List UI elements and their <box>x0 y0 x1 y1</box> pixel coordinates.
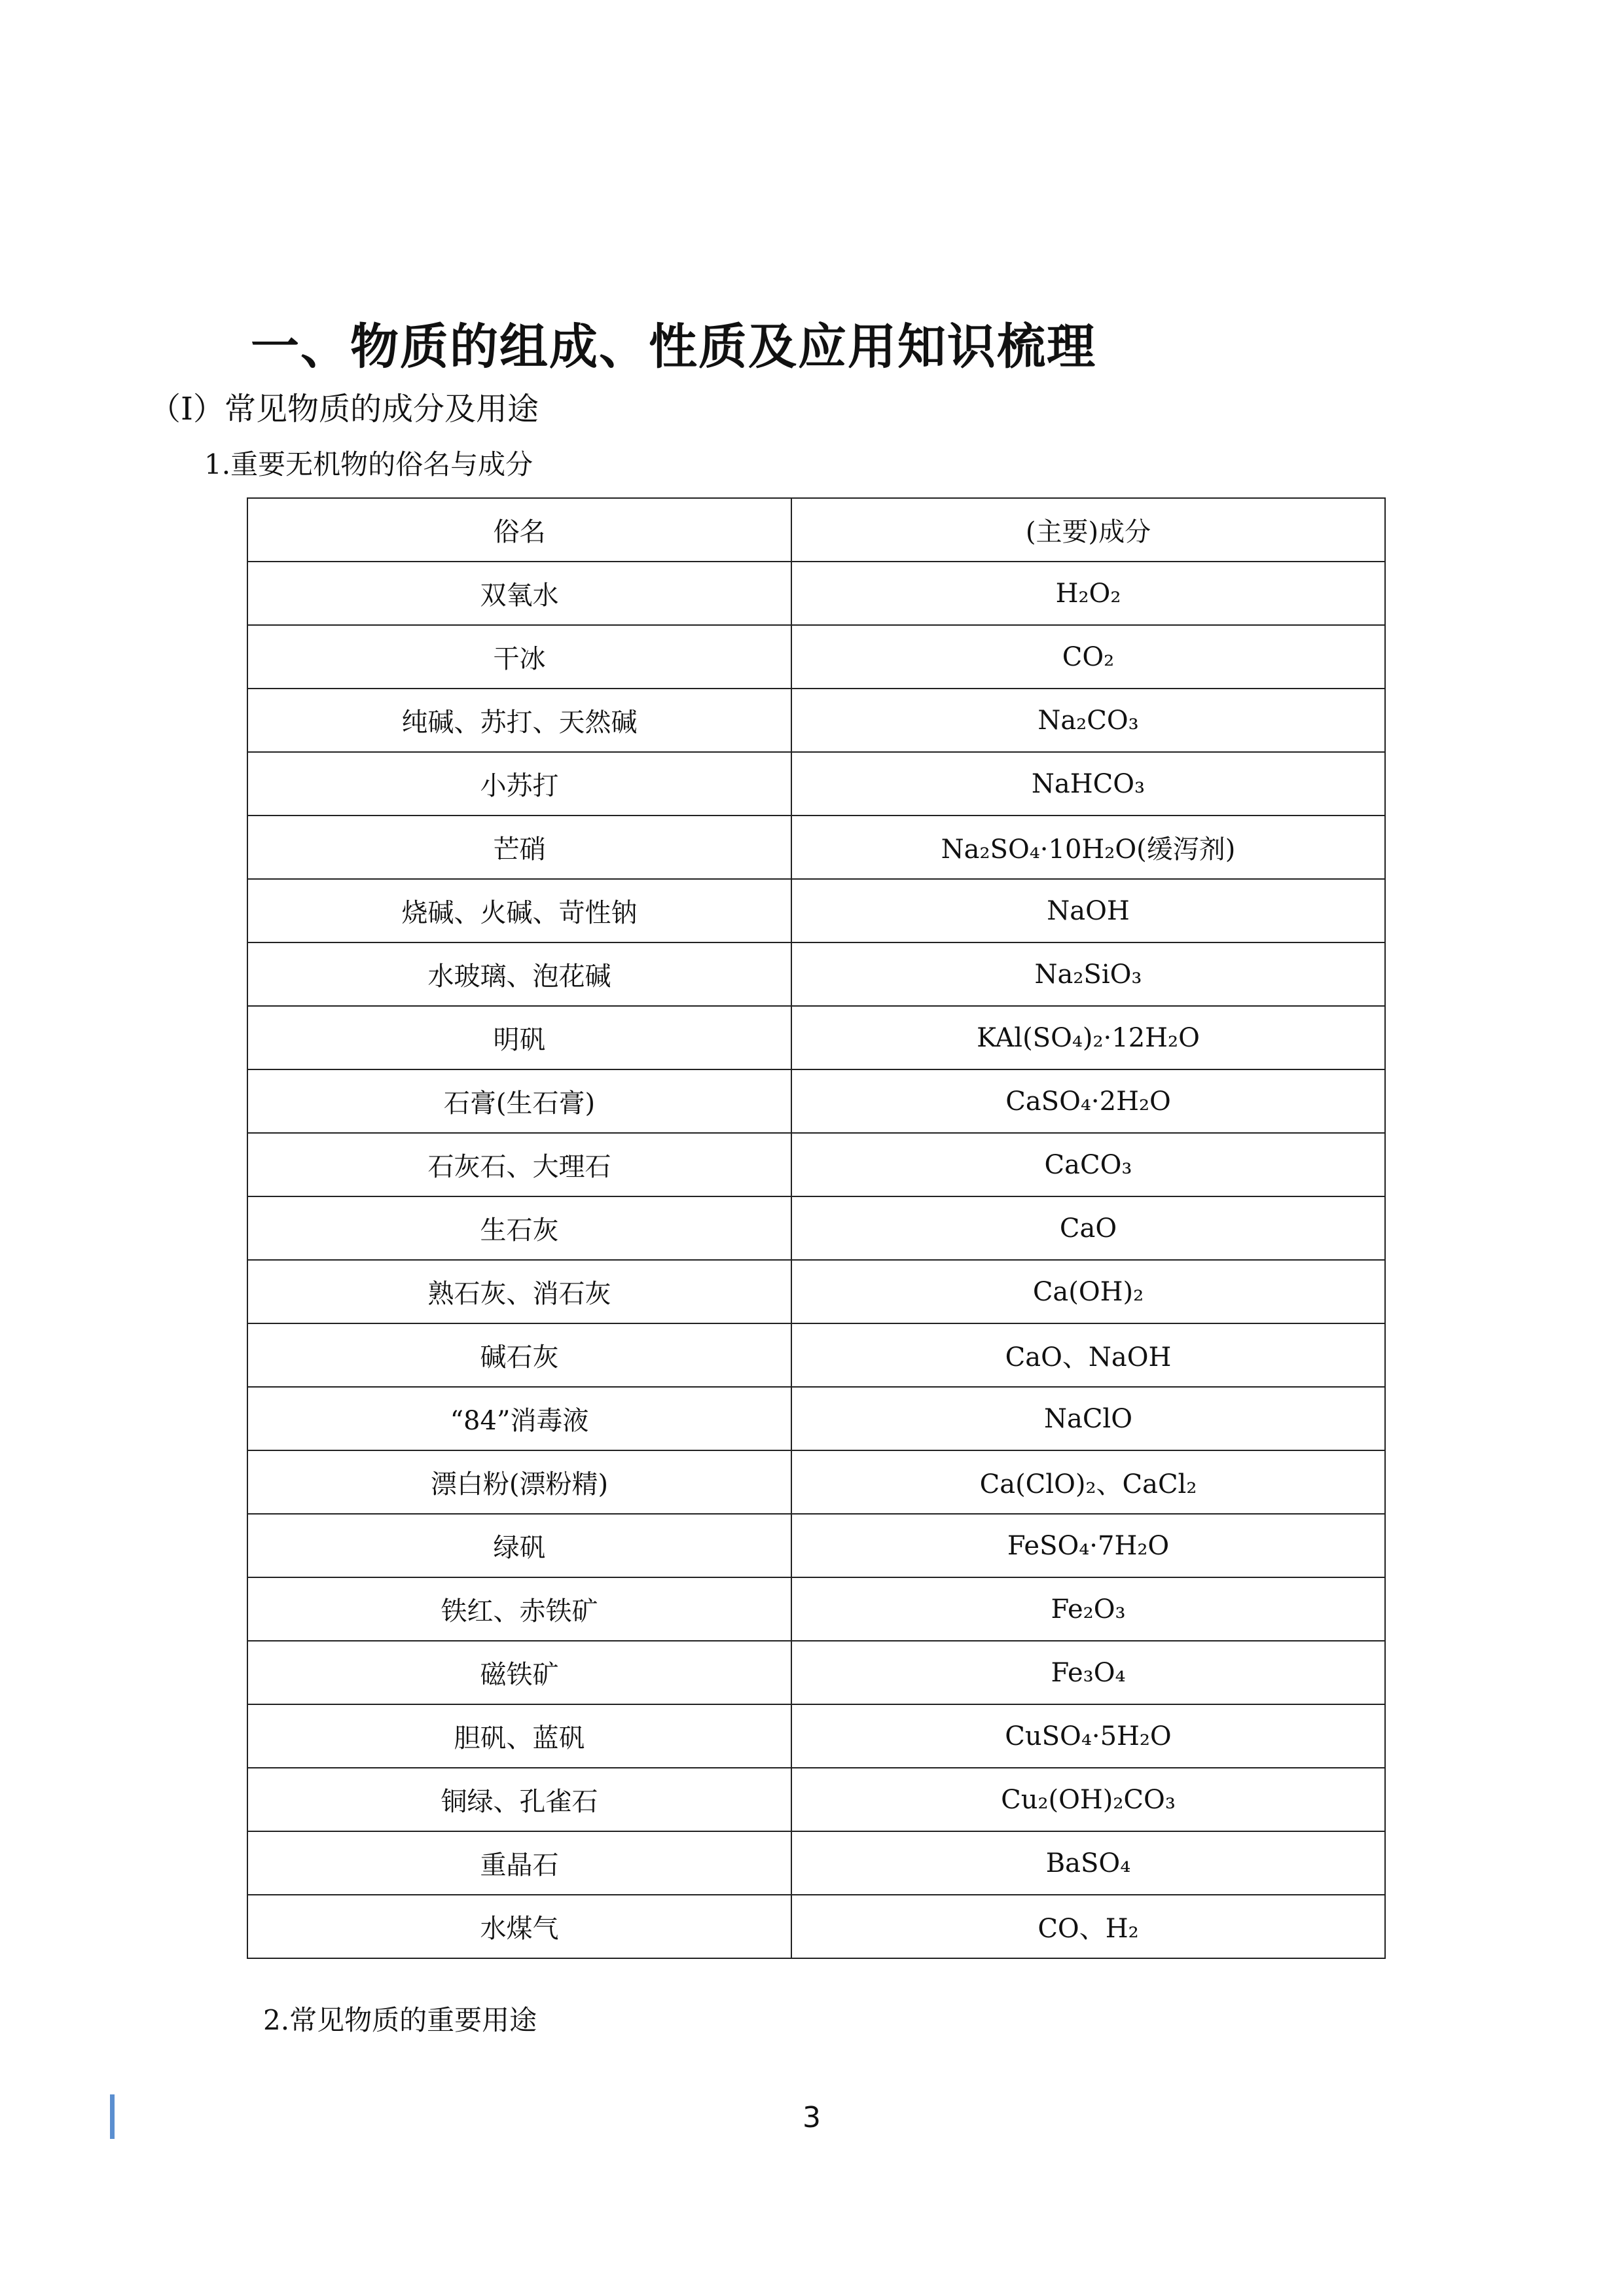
table-row <box>247 1387 1385 1450</box>
table-row <box>247 1069 1385 1133</box>
table-row <box>247 1704 1385 1768</box>
column-header-composition: (主要)成分 <box>791 498 1385 562</box>
composition-cell: CaO、NaOH <box>791 1323 1385 1387</box>
table-row <box>247 1641 1385 1704</box>
composition-cell: NaClO <box>791 1387 1385 1450</box>
composition-cell: BaSO₄ <box>791 1831 1385 1895</box>
table-header-row <box>247 498 1385 562</box>
table-row <box>247 942 1385 1006</box>
composition-cell: CaCO₃ <box>791 1133 1385 1196</box>
common-name-cell: 磁铁矿 <box>247 1641 791 1704</box>
table-row <box>247 1006 1385 1069</box>
composition-cell: CaSO₄·2H₂O <box>791 1069 1385 1133</box>
composition-cell: CuSO₄·5H₂O <box>791 1704 1385 1768</box>
table-row <box>247 1768 1385 1831</box>
common-name-cell: 熟石灰、消石灰 <box>247 1260 791 1323</box>
common-name-cell: 纯碱、苏打、天然碱 <box>247 689 791 752</box>
table-row <box>247 1577 1385 1641</box>
common-name-cell: “84”消毒液 <box>247 1387 791 1450</box>
common-name-cell: 双氧水 <box>247 562 791 625</box>
common-name-cell: 烧碱、火碱、苛性钠 <box>247 879 791 942</box>
composition-cell: FeSO₄·7H₂O <box>791 1514 1385 1577</box>
common-name-cell: 生石灰 <box>247 1196 791 1260</box>
common-name-cell: 铜绿、孔雀石 <box>247 1768 791 1831</box>
margin-marker <box>110 2094 115 2139</box>
composition-cell: NaHCO₃ <box>791 752 1385 816</box>
composition-cell: Na₂CO₃ <box>791 689 1385 752</box>
common-name-cell: 水玻璃、泡花碱 <box>247 942 791 1006</box>
composition-cell: CaO <box>791 1196 1385 1260</box>
table-row <box>247 1323 1385 1387</box>
table-row <box>247 1895 1385 1958</box>
table-row <box>247 1196 1385 1260</box>
common-name-cell: 干冰 <box>247 625 791 689</box>
section-heading: （Ⅰ）常见物质的成分及用途 <box>149 391 539 427</box>
common-name-cell: 小苏打 <box>247 752 791 816</box>
composition-cell: NaOH <box>791 879 1385 942</box>
table-row <box>247 689 1385 752</box>
composition-cell: Na₂SO₄·10H₂O(缓泻剂) <box>791 816 1385 879</box>
composition-cell: Ca(ClO)₂、CaCl₂ <box>791 1450 1385 1514</box>
table-row <box>247 1514 1385 1577</box>
table-row <box>247 1831 1385 1895</box>
table-row <box>247 1260 1385 1323</box>
table-row <box>247 816 1385 879</box>
composition-cell: CO、H₂ <box>791 1895 1385 1958</box>
next-subsection-heading: 2.常见物质的重要用途 <box>263 2004 537 2036</box>
page-number: 3 <box>803 2101 821 2134</box>
composition-cell: Fe₂O₃ <box>791 1577 1385 1641</box>
composition-cell: Na₂SiO₃ <box>791 942 1385 1006</box>
table-row <box>247 562 1385 625</box>
compound-table-container <box>247 497 1384 1959</box>
composition-cell: Cu₂(OH)₂CO₃ <box>791 1768 1385 1831</box>
column-header-common-name: 俗名 <box>247 498 791 562</box>
common-name-cell: 石膏(生石膏) <box>247 1069 791 1133</box>
composition-cell: KAl(SO₄)₂·12H₂O <box>791 1006 1385 1069</box>
common-name-cell: 铁红、赤铁矿 <box>247 1577 791 1641</box>
common-name-cell: 明矾 <box>247 1006 791 1069</box>
common-name-cell: 水煤气 <box>247 1895 791 1958</box>
table-row <box>247 752 1385 816</box>
composition-cell: Ca(OH)₂ <box>791 1260 1385 1323</box>
common-name-cell: 重晶石 <box>247 1831 791 1895</box>
compound-table <box>247 497 1386 1959</box>
common-name-cell: 绿矾 <box>247 1514 791 1577</box>
table-row <box>247 1133 1385 1196</box>
composition-cell: CO₂ <box>791 625 1385 689</box>
common-name-cell: 胆矾、蓝矾 <box>247 1704 791 1768</box>
subsection-heading: 1.重要无机物的俗名与成分 <box>204 448 533 480</box>
common-name-cell: 碱石灰 <box>247 1323 791 1387</box>
table-row <box>247 879 1385 942</box>
common-name-cell: 漂白粉(漂粉精) <box>247 1450 791 1514</box>
page-title: 一、物质的组成、性质及应用知识梳理 <box>251 319 1096 375</box>
composition-cell: H₂O₂ <box>791 562 1385 625</box>
table-row <box>247 625 1385 689</box>
common-name-cell: 石灰石、大理石 <box>247 1133 791 1196</box>
composition-cell: Fe₃O₄ <box>791 1641 1385 1704</box>
common-name-cell: 芒硝 <box>247 816 791 879</box>
table-body <box>247 562 1385 1958</box>
table-row <box>247 1450 1385 1514</box>
